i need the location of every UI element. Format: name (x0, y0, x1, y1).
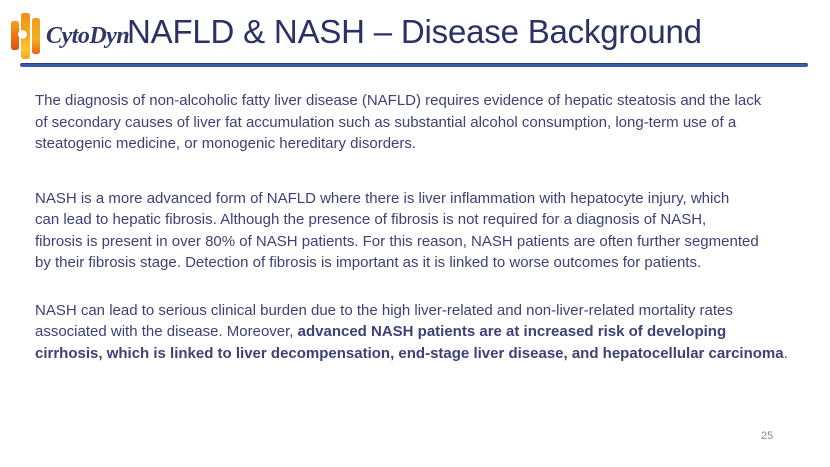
text-run: NASH can lead to serious clinical burden due to the high liver-related and non-liver-related mortality rates (35, 301, 733, 319)
text-run: by their fibrosis stage. Detection of fibrosis is important as it is linked to worse outcomes for patients. (35, 254, 702, 271)
text-run: fibrosis is present in over 80% of NASH patients. For this reason, NASH patients are often further segmented (35, 232, 759, 250)
paragraph (35, 300, 788, 365)
text-line (35, 209, 788, 231)
text-run: steatogenic medicine, or monogenic hereditary disorders. (35, 135, 417, 152)
text-run: . (783, 344, 788, 362)
logo-white-dot (18, 30, 27, 39)
cytodyn-logo-icon (10, 12, 42, 60)
bold-text-run: cirrhosis, which is linked to liver decompensation, end-stage liver disease, and hepatocellular carcinoma (35, 344, 784, 362)
page-title: NAFLD & NASH – Disease Background (127, 13, 702, 50)
text-line (35, 343, 788, 365)
text-line (35, 133, 788, 155)
text-run: of secondary causes of liver fat accumulation such as substantial alcohol consumption, long-term use of a (35, 113, 737, 131)
text-run: NASH is a more advanced form of NAFLD where there is liver inflammation with hepatocyte injury, which (35, 189, 730, 207)
header-divider (20, 63, 808, 67)
text-run: associated with the disease. Moreover, (35, 323, 298, 340)
text-run: The diagnosis of non-alcoholic fatty liver disease (NAFLD) requires evidence of hepatic steatosis and the lack (35, 92, 762, 109)
text-run: can lead to hepatic fibrosis. Although the presence of fibrosis is not required for a diagnosis of NASH, (35, 211, 707, 228)
paragraph (35, 90, 788, 155)
brand-name: CytoDyn (46, 22, 130, 49)
text-line (35, 252, 788, 274)
bold-text-run: advanced NASH patients are at increased risk of developing (297, 323, 727, 340)
text-line (35, 231, 788, 253)
paragraph (35, 188, 788, 274)
cytodyn-logo (10, 12, 129, 60)
text-line (35, 321, 788, 343)
paragraphs (35, 90, 788, 364)
logo-bar-right (32, 18, 40, 54)
text-line (35, 300, 788, 322)
page-number: 25 (761, 430, 774, 442)
text-line (35, 188, 788, 210)
text-line (35, 112, 788, 134)
text-line (35, 90, 788, 112)
